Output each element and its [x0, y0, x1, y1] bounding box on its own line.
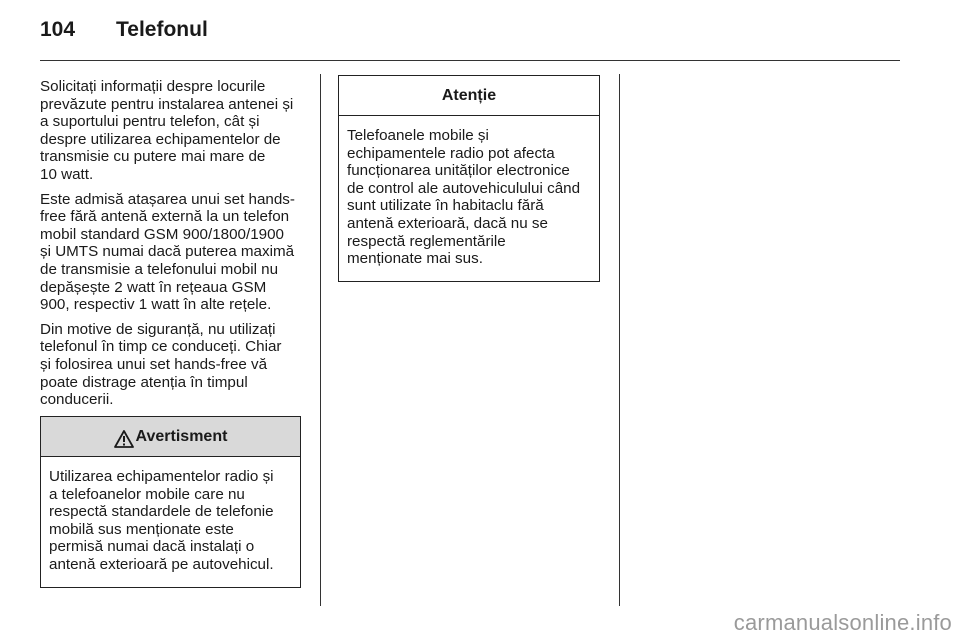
attention-box-title: Atenție	[441, 86, 497, 104]
warning-box-text: Utilizarea echipamentelor radio și a telefoanelor mobile care nu respectă standardele de telefonie mobilă sus menționate este permisă numai dacă instalați o antenă exterioară pe autovehicul.	[49, 468, 274, 573]
warning-box	[40, 416, 301, 588]
paragraph-safety: Din motive de siguranță, nu utilizați telefonul în timp ce conduceți. Chiar și folosirea unui set hands-free vă poate distrage atenția în timpul conducerii.	[40, 320, 282, 409]
attention-box	[338, 75, 600, 282]
paragraph-antenna-info: Solicitați informații despre locurile prevăzute pentru instalarea antenei și a suportului pentru telefon, cât și despre utilizarea echipamentelor de transmisie cu putere mai mare de 10 watt.	[40, 78, 294, 183]
paragraph-hands-free: Este admisă atașarea unui set hands- free fără antenă externă la un telefon mobil standard GSM 900/1800/1900 și UMTS numai dacă puterea maximă de transmisie a telefonului mobil nu depășește 2 watt în rețeaua GSM 900, respectiv 1 watt în alte rețele.	[40, 190, 295, 314]
page-number: 104	[40, 18, 76, 41]
warning-box-header	[41, 417, 300, 457]
attention-box-header	[339, 76, 599, 116]
warning-box-title: Avertisment	[135, 427, 228, 445]
column-divider-left	[320, 74, 321, 606]
warning-triangle-icon	[114, 430, 134, 448]
page-header	[40, 18, 208, 48]
section-title: Telefonul	[116, 18, 208, 41]
watermark: carmanualsonline.info	[733, 610, 952, 635]
column-divider-right	[619, 74, 620, 606]
header-rule	[40, 60, 900, 61]
attention-box-text: Telefoanele mobile și echipamentele radio pot afecta funcționarea unităților electronice de control ale autovehiculului când sunt utilizate în habitaclu fără antenă exterioară, dacă nu se respectă reglementările menționate mai sus.	[347, 127, 581, 268]
left-column	[40, 78, 308, 416]
